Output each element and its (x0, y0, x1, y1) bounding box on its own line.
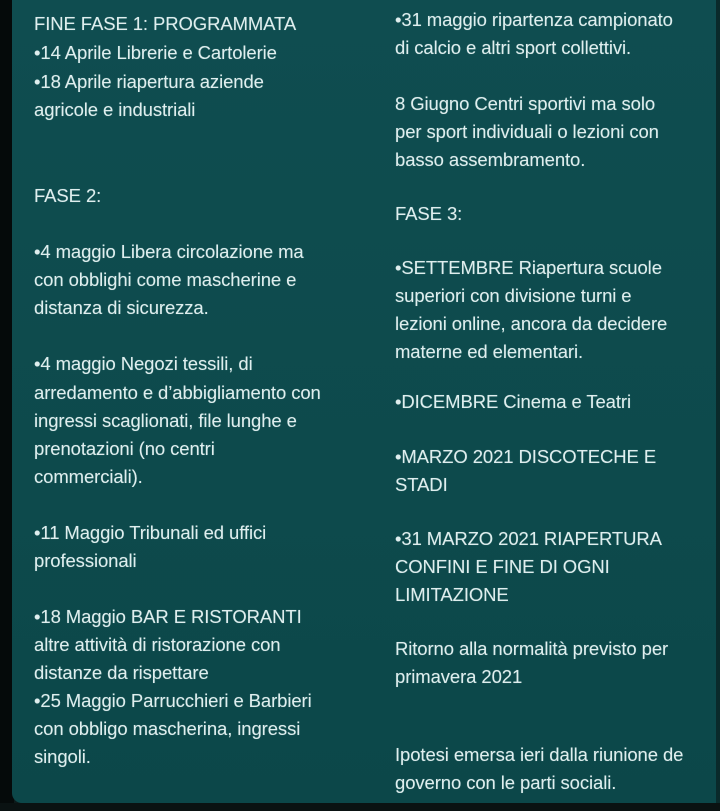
right-column-line: di calcio e altri sport collettivi. (395, 37, 632, 58)
left-column-line: singoli. (34, 746, 91, 767)
left-column-line: prenotazioni (no centri (34, 438, 215, 459)
left-column-line: con obbligo mascherina, ingressi (34, 718, 301, 739)
right-column-line: •31 maggio ripartenza campionato (395, 9, 673, 30)
left-column-line: FINE FASE 1: PROGRAMMATA (34, 13, 297, 34)
left-column-line: •11 Maggio Tribunali ed uffici (34, 522, 267, 543)
right-column-line: •SETTEMBRE Riapertura scuole (395, 257, 662, 278)
left-column-line: altre attività di ristorazione con (34, 634, 281, 655)
left-column-line: arredamento e d’abbigliamento con (34, 382, 321, 403)
left-column-line: distanze da rispettare (34, 662, 209, 683)
right-column-line: lezioni online, ancora da decidere (395, 313, 668, 334)
right-column-line: •DICEMBRE Cinema e Teatri (395, 391, 631, 412)
left-column-line: •4 maggio Negozi tessili, di (34, 353, 253, 374)
right-column-line: primavera 2021 (395, 666, 523, 687)
left-column-line: •14 Aprile Librerie e Cartolerie (34, 42, 277, 63)
right-column-line: materne ed elementari. (395, 341, 584, 362)
right-column-line: per sport individuali o lezioni con (395, 121, 659, 142)
left-column-line: agricole e industriali (34, 99, 196, 120)
message-panel (12, 0, 716, 803)
left-column-line: •18 Aprile riapertura aziende (34, 71, 264, 92)
right-column-line: Ritorno alla normalità previsto per (395, 638, 669, 659)
right-column-line: •MARZO 2021 DISCOTECHE E (395, 446, 657, 467)
right-column-line: superiori con divisione turni e (395, 285, 632, 306)
right-column-line: governo con le parti sociali. (395, 772, 617, 793)
left-column-line: •4 maggio Libera circolazione ma (34, 241, 304, 262)
left-column-line: distanza di sicurezza. (34, 297, 209, 318)
left-column-line: FASE 2: (34, 185, 102, 206)
left-column-line: ingressi scaglionati, file lunghe e (34, 410, 297, 431)
right-column-line: 8 Giugno Centri sportivi ma solo (395, 93, 656, 114)
right-column-line: STADI (395, 474, 448, 495)
left-column-line: •25 Maggio Parrucchieri e Barbieri (34, 690, 312, 711)
right-column-line: •31 MARZO 2021 RIAPERTURA (395, 528, 662, 549)
left-column-line: professionali (34, 550, 137, 571)
bottom-border (0, 803, 720, 811)
right-column-line: Ipotesi emersa ieri dalla riunione de (395, 744, 684, 765)
right-column-line: LIMITAZIONE (395, 584, 509, 605)
right-column-line: FASE 3: (395, 203, 463, 224)
left-column-line: commerciali). (34, 466, 143, 487)
right-column-line: CONFINI E FINE DI OGNI (395, 556, 610, 577)
left-column-line: con obblighi come mascherine e (34, 269, 297, 290)
right-column-line: basso assembramento. (395, 149, 586, 170)
right-border (716, 0, 720, 811)
left-column-line: •18 Maggio BAR E RISTORANTI (34, 606, 302, 627)
